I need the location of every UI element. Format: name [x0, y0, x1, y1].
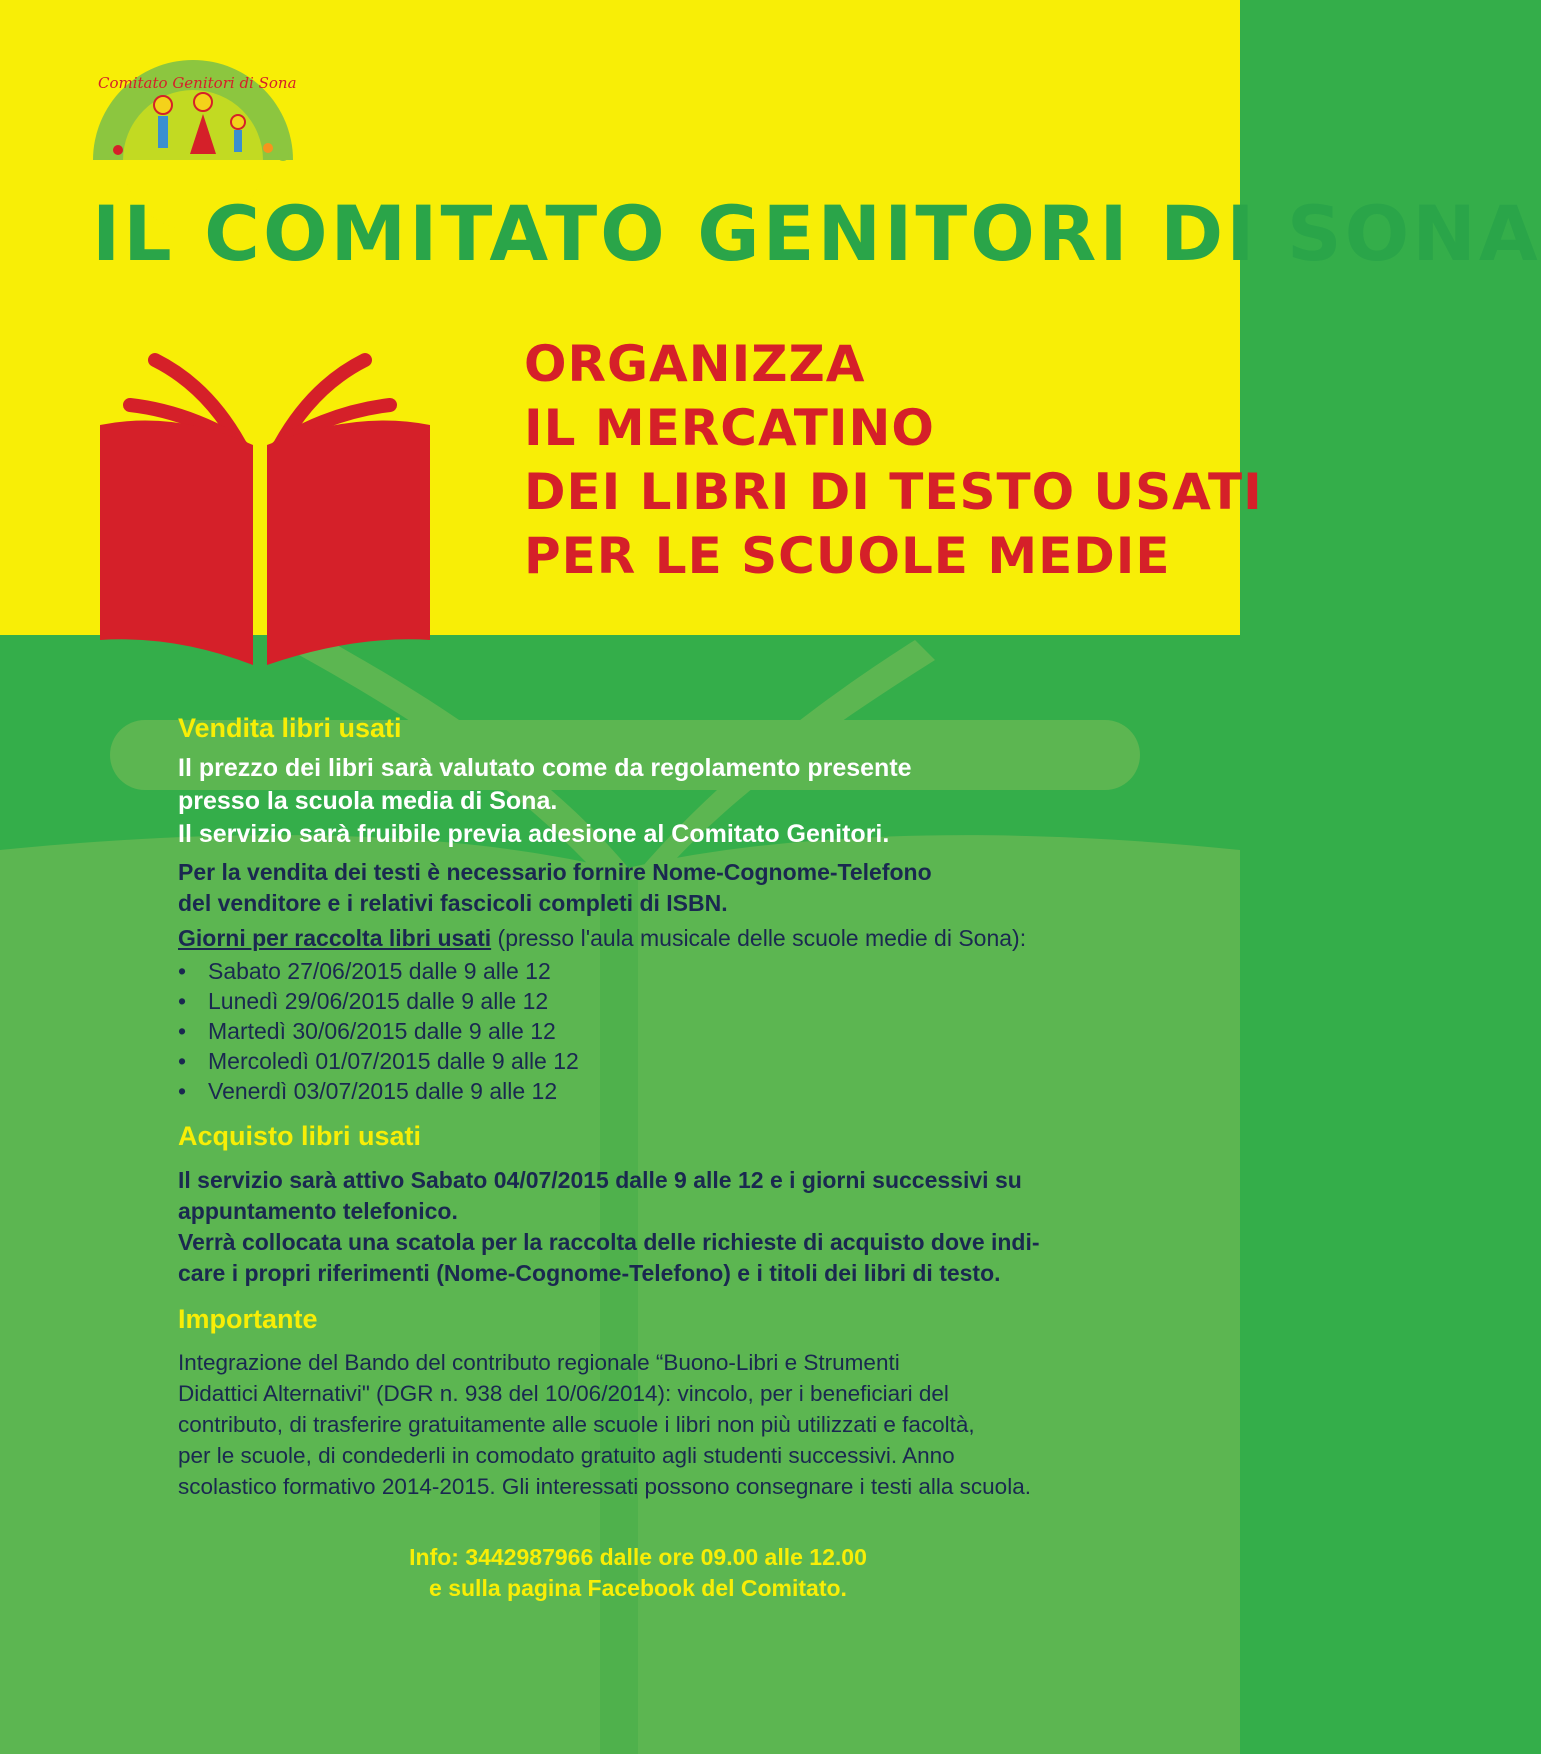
info-footer — [178, 1542, 1098, 1604]
book-right-page — [267, 421, 430, 666]
vendita-line: presso la scuola media di Sona. — [178, 787, 558, 816]
acquisto-line: appuntamento telefonico. — [178, 1197, 458, 1224]
acquisto-line: care i propri riferimenti (Nome-Cognome-Telefono) e i titoli dei libri di testo. — [178, 1259, 1001, 1286]
requirement-line: del venditore e i relativi fascicoli completi di ISBN. — [178, 890, 728, 917]
days-intro — [178, 923, 1138, 954]
logo-figure-head-center — [194, 93, 212, 111]
subtitle-line: ORGANIZZA — [524, 335, 866, 393]
info-phone: Info: 3442987966 dalle ore 09.00 alle 12.00 — [409, 1544, 867, 1570]
list-item: • Mercoledì 01/07/2015 dalle 9 alle 12 — [178, 1046, 1138, 1076]
list-item: • Sabato 27/06/2015 dalle 9 alle 12 — [178, 956, 1138, 986]
subtitle-line: DEI LIBRI DI TESTO USATI — [524, 463, 1263, 521]
book-left-page — [100, 421, 253, 666]
days-list — [178, 956, 1138, 1106]
importante-line: contributo, di trasferire gratuitamente alle scuole i libri non più utilizzati e facoltà, — [178, 1412, 975, 1438]
list-item: • Martedì 30/06/2015 dalle 9 alle 12 — [178, 1016, 1138, 1046]
vendita-line: Il prezzo dei libri sarà valutato come da regolamento presente — [178, 754, 912, 783]
days-place: (presso l'aula musicale delle scuole medie di Sona): — [491, 925, 1027, 952]
acquisto-heading: Acquisto libri usati — [178, 1121, 422, 1152]
acquisto-line: Verrà collocata una scatola per la raccolta delle richieste di acquisto dove indi- — [178, 1228, 1040, 1255]
page-title: IL COMITATO GENITORI DI SONA — [92, 189, 1541, 278]
subtitle-line: IL MERCATINO — [524, 399, 935, 457]
importante-heading: Importante — [178, 1303, 318, 1334]
logo-text: Comitato Genitori di Sona — [98, 74, 297, 92]
logo-figure-head-left — [154, 96, 172, 114]
vendita-heading: Vendita libri usati — [178, 713, 402, 743]
acquisto-text — [178, 1165, 1138, 1289]
comitato-logo — [88, 50, 298, 170]
acquisto-line: Il servizio sarà attivo Sabato 04/07/2015 dalle 9 alle 12 e i giorni successivi su — [178, 1166, 1022, 1193]
vendita-line: Il servizio sarà fruibile previa adesione al Comitato Genitori. — [178, 820, 890, 849]
vendita-intro — [178, 752, 1138, 851]
info-facebook: e sulla pagina Facebook del Comitato. — [429, 1575, 847, 1601]
list-item: • Lunedì 29/06/2015 dalle 9 alle 12 — [178, 986, 1138, 1016]
vendita-requirements — [178, 857, 1138, 919]
importante-line: Didattici Alternativi" (DGR n. 938 del 10/06/2014): vincolo, per i beneficiari del — [178, 1381, 949, 1407]
list-item: • Venerdì 03/07/2015 dalle 9 alle 12 — [178, 1076, 1138, 1106]
open-book-icon — [95, 350, 435, 670]
days-label: Giorni per raccolta libri usati — [178, 925, 492, 952]
subtitle-block — [524, 332, 1263, 588]
importante-line: per le scuole, di condederli in comodato gratuito agli studenti successivi. Anno — [178, 1443, 955, 1469]
importante-line: Integrazione del Bando del contributo regionale “Buono-Libri e Strumenti — [178, 1350, 900, 1376]
requirement-line: Per la vendita dei testi è necessario fornire Nome-Cognome-Telefono — [178, 859, 932, 886]
main-content — [178, 712, 1138, 1504]
subtitle-line: PER LE SCUOLE MEDIE — [524, 527, 1171, 585]
logo-figure-head-right — [231, 115, 245, 129]
importante-text — [178, 1347, 1138, 1502]
importante-line: scolastico formativo 2014-2015. Gli interessati possono consegnare i testi alla scuola. — [178, 1474, 1031, 1500]
